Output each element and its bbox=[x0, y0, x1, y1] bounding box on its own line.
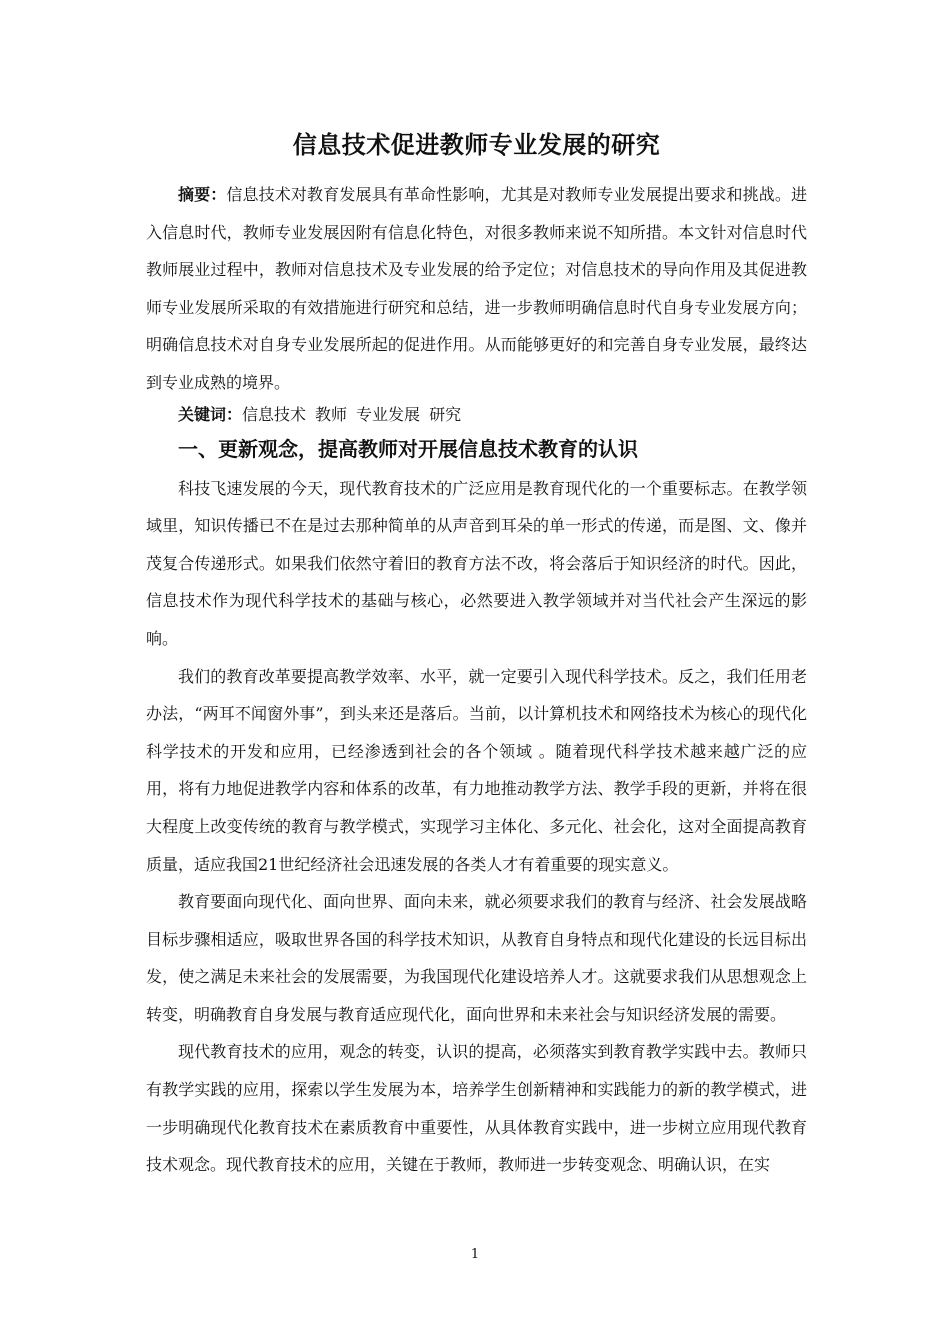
abstract-text: 信息技术对教育发展具有革命性影响，尤其是对教师专业发展提出要求和挑战。进入信息时代，教师专业发展因附有信息化特色，对很多教师来说不知所措。本文针对信息时代教师展业过程中，教师对信息技术及专业发展的给予定位；对信息技术的导向作用及其促进教师专业发展所采取的有效措施进行研究和总结，进一步教师明确信息时代自身专业发展方向；明确信息技术对自身专业发展所起的促进作用。从而能够更好的和完善自身专业发展，最终达到专业成熟的境界。 bbox=[146, 185, 807, 392]
section-heading: 一、更新观念，提高教师对开展信息技术教育的认识 bbox=[178, 436, 638, 461]
page-content bbox=[146, 128, 807, 1184]
page-number: 1 bbox=[470, 1247, 480, 1262]
body-paragraph: 现代教育技术的应用，观念的转变，认识的提高，必须落实到教育教学实践中去。教师只有教学实践的应用，探索以学生发展为本，培养学生创新精神和实践能力的新的教学模式，进一步明确现代化教育技术在素质教育中重要性，从具体教育实践中，进一步树立应用现代教育技术观念。现代教育技术的应用，关键在于教师，教师进一步转变观念、明确认识，在实 bbox=[146, 1042, 807, 1175]
keywords-line bbox=[146, 402, 807, 428]
keyword-item: 专业发展 bbox=[356, 404, 421, 424]
keyword-item: 教师 bbox=[315, 404, 348, 424]
body-paragraph: 我们的教育改革要提高教学效率、水平，就一定要引入现代科学技术。反之，我们任用老办法，“两耳不闻窗外事”，到头来还是落后。当前，以计算机技术和网络技术为核心的现代化科学技术的开发和应用，已经渗透到社会的各个领域 。随着现代科学技术越来越广泛的应用，将有力地促进教学内容和体系的改革，有力地推动教学方法、教学手段的更新，并将在很大程度上改变传统的教育与教学模式，实现学习主体化、多元化、社会化，这对全面提高教育质量，适应我国21世纪经济社会迅速发展的各类人才有着重要的现实意义。 bbox=[146, 666, 807, 874]
abstract-paragraph bbox=[146, 176, 807, 402]
keyword-item: 信息技术 bbox=[242, 404, 307, 424]
keyword-item: 研究 bbox=[429, 404, 462, 424]
document-title: 信息技术促进教师专业发展的研究 bbox=[292, 130, 661, 159]
body-paragraph: 教育要面向现代化、面向世界、面向未来，就必须要求我们的教育与经济、社会发展战略目标步骤相适应，吸取世界各国的科学技术知识，从教育自身特点和现代化建设的长远目标出发，使之满足未来社会的发展需要，为我国现代化建设培养人才。这就要求我们从思想观念上转变，明确教育自身发展与教育适应现代化，面向世界和未来社会与知识经济发展的需要。 bbox=[146, 892, 807, 1024]
body-paragraph: 科技飞速发展的今天，现代教育技术的广泛应用是教育现代化的一个重要标志。在教学领域里，知识传播已不在是过去那种简单的从声音到耳朵的单一形式的传递，而是图、文、像并茂复合传递形式。如果我们依然守着旧的教育方法不改，将会落后于知识经济的时代。因此，信息技术作为现代科学技术的基础与核心，必然要进入教学领域并对当代社会产生深远的影响。 bbox=[146, 478, 807, 648]
abstract-label: 摘要： bbox=[178, 185, 227, 204]
keywords-label: 关键词： bbox=[178, 404, 243, 424]
